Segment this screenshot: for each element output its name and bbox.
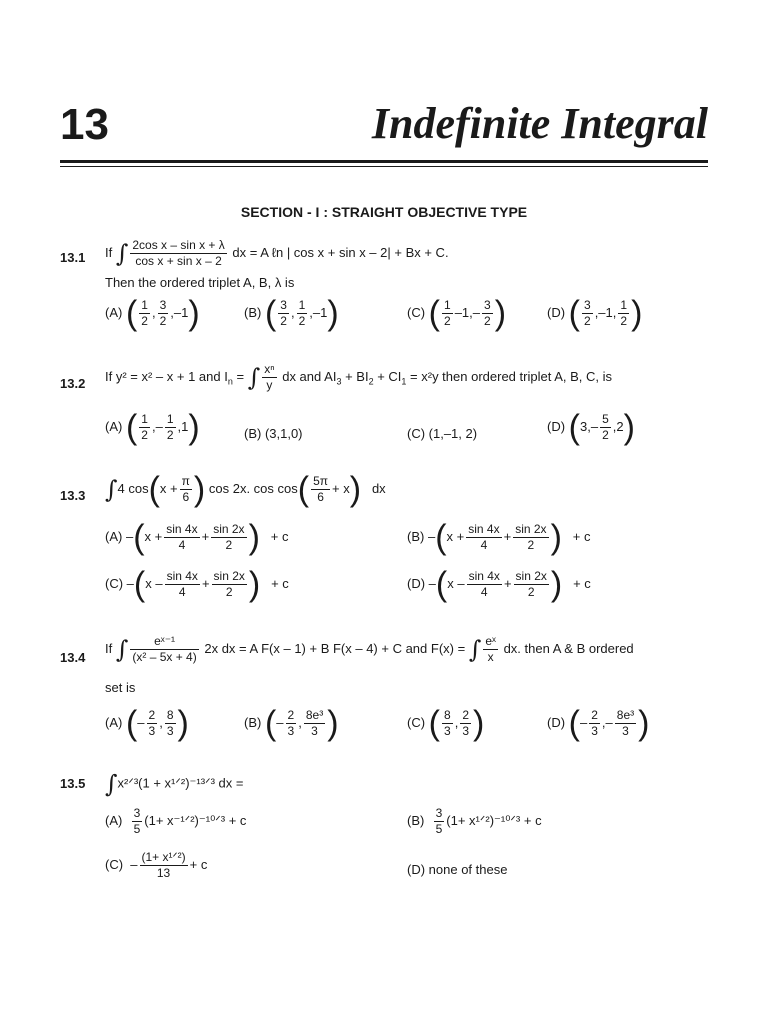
question-number: 13.4: [60, 650, 86, 665]
option-b: (B) –(x + $\frac{\sin 4x}{4}$ + $\frac{\sin 2x}{2}$ ) + c: [407, 518, 591, 557]
question-13-5: [60, 770, 708, 900]
option-c: (C) –(x – $\frac{\sin 4x}{4}$ + $\frac{\sin 2x}{2}$ ) + c: [105, 565, 289, 604]
option-c: (C) ( $\frac{1}{2}$ –1,– $\frac{3}{2}$ ): [407, 294, 507, 333]
option-c: (C) ( $\frac{8}{3}$ , $\frac{2}{3}$ ): [407, 704, 485, 743]
question-number: 13.5: [60, 776, 86, 791]
option-c: (C) – $\frac{\text{(1+ x¹ᐟ²)}}{13}$ + c: [105, 850, 208, 880]
option-c: (C) (1,–1, 2): [407, 426, 478, 441]
option-d: (D) (3,– $\frac{5}{2}$ ,2): [547, 408, 635, 447]
option-a: (A) ( $\frac{1}{2}$ , $\frac{3}{2}$ ,–1): [105, 294, 200, 333]
integral-sign: ∫: [115, 239, 129, 268]
option-b: (B) $\frac{3}{5}$ (1+ x¹ᐟ²)⁻¹⁰ᐟ³ + c: [407, 806, 542, 836]
option-a: (A) ( $\frac{1}{2}$ ,– $\frac{1}{2}$ ,1): [105, 408, 200, 447]
option-a: (A) (– $\frac{2}{3}$ , $\frac{8}{3}$ ): [105, 704, 189, 743]
option-d: (D) (– $\frac{2}{3}$ ,– $\frac{\text{8e³}}{3}$ ): [547, 704, 650, 743]
title-rule-thick: [60, 160, 708, 163]
option-b: (B) (3,1,0): [244, 426, 303, 441]
option-d: (D) ( $\frac{3}{2}$ ,–1, $\frac{1}{2}$ ): [547, 294, 643, 333]
question-stem: If ∫ $\frac{\text{eˣ⁻¹}}{\text{(x² – 5x + 4)}}$ 2x dx = A F(x – 1) + B F(x – 4) + C and F(x) = ∫ $\frac{\text{eˣ}}{x}$ dx. then A & B ordered: [105, 634, 634, 664]
option-d: (D) none of these: [407, 862, 508, 877]
question-stem: If y² = x² – x + 1 and $I_n$ = ∫ $\frac{\text{xⁿ}}{y}$ dx and $AI_3 + BI_2 + CI_1 = x^2y$ then ordered triplet A, B, C, is: [105, 362, 612, 392]
question-stem-line2: set is: [105, 680, 136, 695]
option-b: (B) ( $\frac{3}{2}$ , $\frac{1}{2}$ ,–1): [244, 294, 339, 333]
option-a: (A) –(x + $\frac{\sin 4x}{4}$ + $\frac{\sin 2x}{2}$ ) + c: [105, 518, 289, 557]
chapter-number: 13: [60, 100, 109, 149]
section-heading: SECTION - I : STRAIGHT OBJECTIVE TYPE: [240, 204, 528, 220]
question-stem: If ∫ $\frac{\text{2cos x – sin x + λ}}{\text{cos x + sin x – 2}}$ dx = A ℓn | cos x + sin x – 2| + Bx + C.: [105, 238, 449, 268]
question-number: 13.3: [60, 488, 86, 503]
question-stem: ∫x²ᐟ³(1 + x¹ᐟ²)⁻¹³ᐟ³ dx =: [105, 770, 244, 798]
question-stem-line2: Then the ordered triplet A, B, λ is: [105, 275, 295, 290]
question-stem: ∫4 cos(x + $\frac{\pi}{6}$ ) cos 2x. cos cos( $\frac{5\pi}{6}$ + x) dx: [105, 470, 386, 509]
integrand-fraction: $\frac{\text{2cos x – sin x + λ}}{\text{cos x + sin x – 2}}$: [132, 238, 225, 268]
question-number: 13.2: [60, 376, 86, 391]
question-13-1: [60, 238, 708, 338]
option-a: (A) $\frac{3}{5}$ (1+ x⁻¹ᐟ²)⁻¹⁰ᐟ³ + c: [105, 806, 247, 836]
question-number: 13.1: [60, 250, 86, 265]
option-b: (B) (– $\frac{2}{3}$ , $\frac{\text{8e³}}{3}$ ): [244, 704, 339, 743]
question-13-2: [60, 362, 708, 452]
chapter-title: Indefinite Integral: [371, 99, 708, 148]
question-13-4: [60, 634, 708, 754]
option-d: (D) –(x – $\frac{\sin 4x}{4}$ + $\frac{\sin 2x}{2}$ ) + c: [407, 565, 591, 604]
title-rule-thin: [60, 166, 708, 167]
question-13-3: [60, 470, 708, 614]
